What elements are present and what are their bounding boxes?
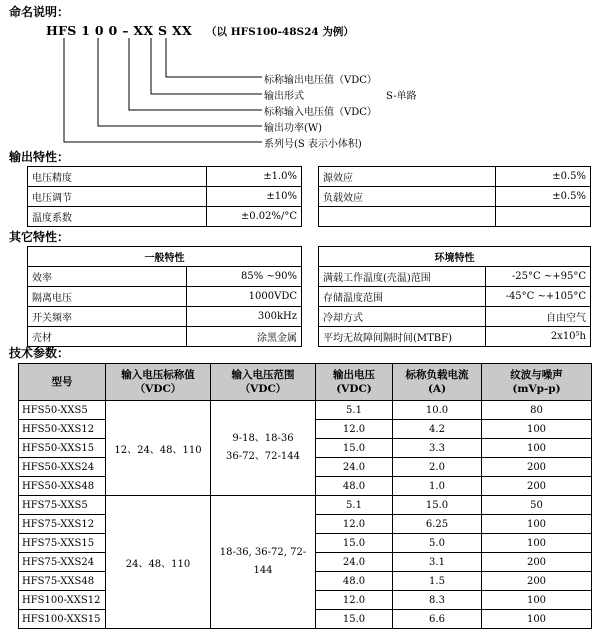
tech-header-row xyxy=(19,364,592,401)
output-label: 源效应 xyxy=(319,167,496,187)
table-row xyxy=(19,401,592,420)
model-cell: HFS75-XXS12 xyxy=(19,515,106,534)
th-vin-nom xyxy=(106,364,211,401)
tech-table xyxy=(18,363,592,629)
model-example: （以 HFS100-48S24 为例） xyxy=(206,26,354,38)
vout-cell: 15.0 xyxy=(316,534,393,553)
model-cell: HFS100-XXS12 xyxy=(19,591,106,610)
vin-range-line: 18-36, 36-72, 72-144 xyxy=(219,547,307,576)
th-vin-nom-line2: （VDC） xyxy=(134,383,182,395)
ripple-cell: 100 xyxy=(482,610,592,629)
output-value: ±0.02%/°C xyxy=(207,207,302,227)
output-label: 电压调节 xyxy=(28,187,207,207)
naming-item-vin: 标称输入电压值（VDC） xyxy=(264,107,377,118)
general-table xyxy=(27,246,302,347)
output-value: ±0.5% xyxy=(496,167,591,187)
naming-item-vout: 标称输出电压值（VDC） xyxy=(264,75,377,86)
ripple-cell: 100 xyxy=(482,515,592,534)
th-model: 型号 xyxy=(19,364,106,401)
table-row xyxy=(319,327,591,347)
output-value: ±0.5% xyxy=(496,187,591,207)
tech-heading: 技术参数： xyxy=(9,346,70,360)
model-cell: HFS75-XXS48 xyxy=(19,572,106,591)
th-vin-range xyxy=(211,364,316,401)
env-value: 2x10⁵h xyxy=(486,327,591,347)
ripple-cell: 100 xyxy=(482,439,592,458)
iout-cell: 5.0 xyxy=(393,534,482,553)
table-row xyxy=(319,267,591,287)
iout-cell: 6.25 xyxy=(393,515,482,534)
general-value: 85% ~90% xyxy=(187,267,302,287)
iout-cell: 15.0 xyxy=(393,496,482,515)
ripple-cell: 200 xyxy=(482,553,592,572)
vout-cell: 48.0 xyxy=(316,572,393,591)
th-vout xyxy=(316,364,393,401)
th-ripple xyxy=(482,364,592,401)
naming-item-output-form: 输出形式 xyxy=(264,91,304,102)
table-row xyxy=(319,187,591,207)
ripple-cell: 80 xyxy=(482,401,592,420)
general-value: 1000VDC xyxy=(187,287,302,307)
vin-range-line: 9-18、18-36 xyxy=(232,433,294,444)
model-cell: HFS50-XXS15 xyxy=(19,439,106,458)
vin-nom-cell: 12、24、48、110 xyxy=(106,401,211,496)
table-row xyxy=(28,247,302,267)
ripple-cell: 100 xyxy=(482,420,592,439)
env-label: 平均无故障间隔时间(MTBF) xyxy=(319,327,486,347)
th-vin-range-line2: （VDC） xyxy=(239,383,287,395)
output-table-left xyxy=(27,166,302,227)
ripple-cell: 200 xyxy=(482,572,592,591)
output-heading: 输出特性： xyxy=(9,150,70,164)
output-table-right xyxy=(318,166,591,227)
th-ripple-line2: (mVp-p) xyxy=(512,383,561,395)
table-row xyxy=(319,307,591,327)
ripple-cell: 200 xyxy=(482,458,592,477)
th-iout xyxy=(393,364,482,401)
other-heading: 其它特性： xyxy=(9,230,70,244)
th-vin-range-line1: 输入电压范围 xyxy=(231,369,295,381)
vin-range-line: 36-72、72-144 xyxy=(225,451,301,462)
model-cell: HFS50-XXS48 xyxy=(19,477,106,496)
model-cell: HFS50-XXS24 xyxy=(19,458,106,477)
general-value: 涂黑金属 xyxy=(187,327,302,347)
table-row xyxy=(319,167,591,187)
th-vout-line2: (VDC) xyxy=(336,383,372,395)
general-title: 一般特性 xyxy=(28,247,302,267)
naming-item-power: 输出功率(W) xyxy=(264,123,323,134)
model-cell: HFS50-XXS12 xyxy=(19,420,106,439)
general-label: 效率 xyxy=(28,267,187,287)
table-row xyxy=(28,287,302,307)
env-label: 冷却方式 xyxy=(319,307,486,327)
naming-item-series: 系列号(S 表示小体积) xyxy=(264,139,362,150)
iout-cell: 8.3 xyxy=(393,591,482,610)
output-value: ±1.0% xyxy=(207,167,302,187)
env-title: 环境特性 xyxy=(319,247,591,267)
model-cell: HFS100-XXS15 xyxy=(19,610,106,629)
model-cell: HFS75-XXS15 xyxy=(19,534,106,553)
th-iout-line2: (A) xyxy=(427,383,447,395)
output-label: 温度系数 xyxy=(28,207,207,227)
table-row xyxy=(319,207,591,227)
model-cell: HFS75-XXS24 xyxy=(19,553,106,572)
iout-cell: 2.0 xyxy=(393,458,482,477)
iout-cell: 3.3 xyxy=(393,439,482,458)
table-row xyxy=(319,247,591,267)
output-value xyxy=(496,207,591,227)
general-label: 壳材 xyxy=(28,327,187,347)
env-value: -25°C ~+95°C xyxy=(486,267,591,287)
vout-cell: 15.0 xyxy=(316,610,393,629)
env-label: 存储温度范围 xyxy=(319,287,486,307)
iout-cell: 4.2 xyxy=(393,420,482,439)
naming-heading: 命名说明： xyxy=(9,5,70,19)
vout-cell: 48.0 xyxy=(316,477,393,496)
iout-cell: 3.1 xyxy=(393,553,482,572)
naming-item-output-form-note: S-单路 xyxy=(386,91,417,102)
vout-cell: 12.0 xyxy=(316,420,393,439)
output-value: ±10% xyxy=(207,187,302,207)
ripple-cell: 200 xyxy=(482,477,592,496)
table-row xyxy=(28,167,302,187)
output-label: 负载效应 xyxy=(319,187,496,207)
env-label: 满载工作温度(壳温)范围 xyxy=(319,267,486,287)
table-row xyxy=(28,267,302,287)
th-iout-line1: 标称负载电流 xyxy=(405,369,469,381)
vin-nom-cell: 24、48、110 xyxy=(106,496,211,629)
th-vout-line1: 输出电压 xyxy=(333,369,375,381)
env-value: 自由空气 xyxy=(486,307,591,327)
table-row xyxy=(28,207,302,227)
th-vin-nom-line1: 输入电压标称值 xyxy=(121,369,195,381)
ripple-cell: 100 xyxy=(482,534,592,553)
table-row xyxy=(28,307,302,327)
output-label xyxy=(319,207,496,227)
table-row xyxy=(19,496,592,515)
vin-range-cell xyxy=(211,401,316,496)
env-value: -45°C ~+105°C xyxy=(486,287,591,307)
table-row xyxy=(28,187,302,207)
vout-cell: 24.0 xyxy=(316,553,393,572)
vout-cell: 5.1 xyxy=(316,401,393,420)
vout-cell: 5.1 xyxy=(316,496,393,515)
vout-cell: 24.0 xyxy=(316,458,393,477)
vin-range-cell xyxy=(211,496,316,629)
th-ripple-line1: 纹波与噪声 xyxy=(510,369,563,381)
iout-cell: 10.0 xyxy=(393,401,482,420)
ripple-cell: 100 xyxy=(482,591,592,610)
env-table xyxy=(318,246,591,347)
vout-cell: 12.0 xyxy=(316,515,393,534)
general-value: 300kHz xyxy=(187,307,302,327)
iout-cell: 1.0 xyxy=(393,477,482,496)
output-label: 电压精度 xyxy=(28,167,207,187)
model-cell: HFS75-XXS5 xyxy=(19,496,106,515)
vout-cell: 15.0 xyxy=(316,439,393,458)
general-label: 开关频率 xyxy=(28,307,187,327)
vout-cell: 12.0 xyxy=(316,591,393,610)
general-label: 隔离电压 xyxy=(28,287,187,307)
model-code-text: HFS 1 0 0 – XX S XX xyxy=(46,23,193,38)
iout-cell: 1.5 xyxy=(393,572,482,591)
model-cell: HFS50-XXS5 xyxy=(19,401,106,420)
ripple-cell: 50 xyxy=(482,496,592,515)
table-row xyxy=(319,287,591,307)
iout-cell: 6.6 xyxy=(393,610,482,629)
